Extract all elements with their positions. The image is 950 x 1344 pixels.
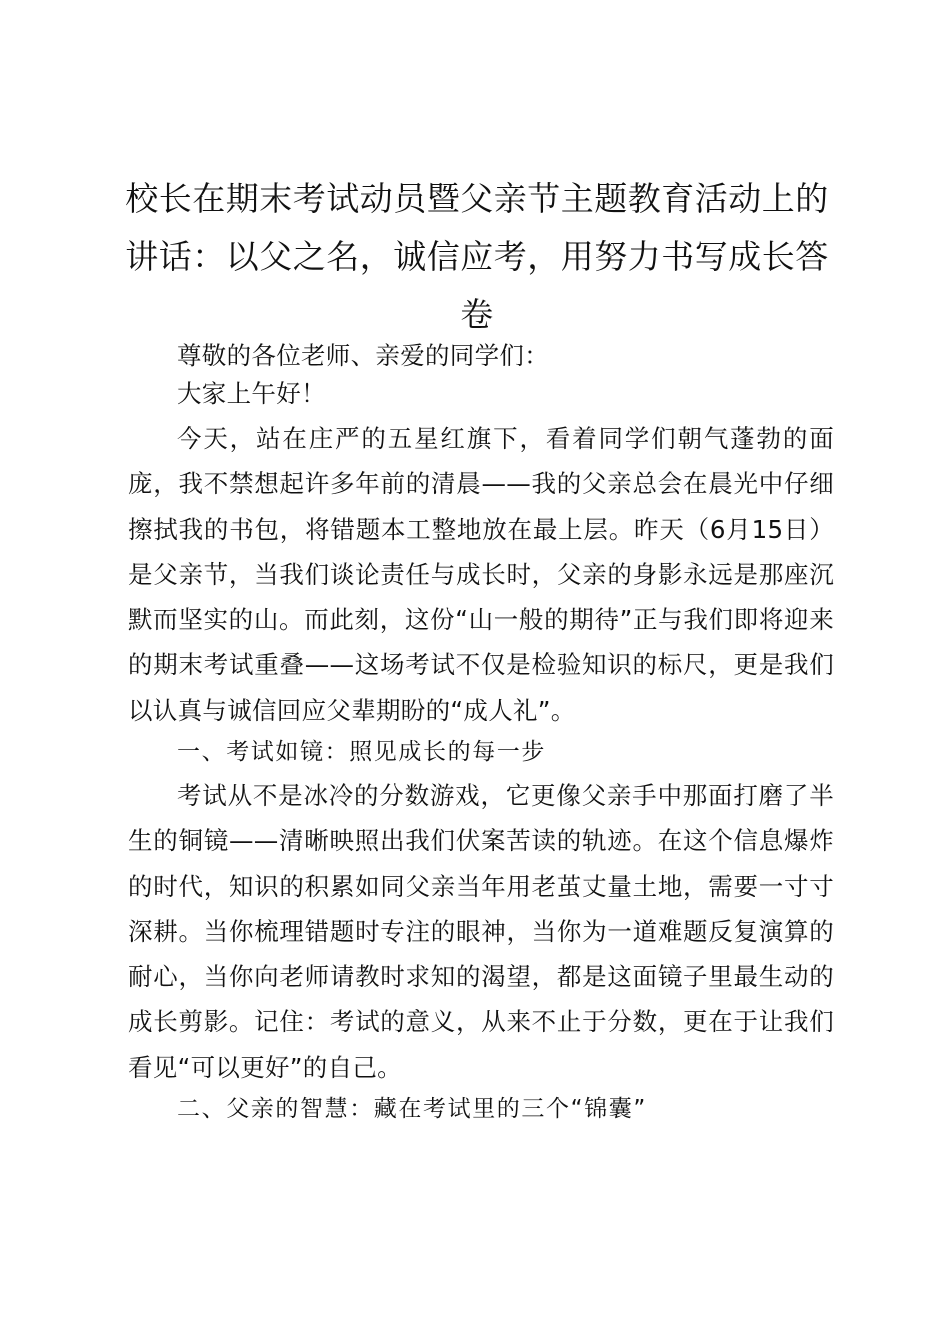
salutation: 尊敬的各位老师、亲爱的同学们： [177,341,549,370]
section-1-paragraph: 考试从不是冰冷的分数游戏，它更像父亲手中那面打磨了半生的铜镜——清晰映照出我们伏案苦读的轨迹。在这个信息爆炸的时代，知识的积累如同父亲当年用老茧丈量土地，需要一寸寸深耕。当你梳理错题时专注的眼神，当你为一道难题反复演算的耐心，当你向老师请教时求知的渴望，都是这面镜子里最生动的成长剪影。记住：考试的意义，从来不止于分数，更在于让我们看见“可以更好”的自己。 [128,781,834,1082]
intro-paragraph: 今天，站在庄严的五星红旗下，看着同学们朝气蓬勃的面庞，我不禁想起许多年前的清晨——我的父亲总会在晨光中仔细擦拭我的书包，将错题本工整地放在最上层。昨天（6月15日）是父亲节，当我们谈论责任与成长时，父亲的身影永远是那座沉默而坚实的山。而此刻，这份“山一般的期待”正与我们即将迎来的期末考试重叠——这场考试不仅是检验知识的标尺，更是我们以认真与诚信回应父辈期盼的“成人礼”。 [128,424,834,725]
section-heading-2: 二、父亲的智慧：藏在考试里的三个“锦囊” [177,1096,647,1122]
document-title: 校长在期末考试动员暨父亲节主题教育活动上的讲话：以父之名，诚信应考，用努力书写成长答卷 [125,179,829,334]
greeting: 大家上午好！ [177,379,326,408]
section-heading-1: 一、考试如镜：照见成长的每一步 [177,739,546,765]
